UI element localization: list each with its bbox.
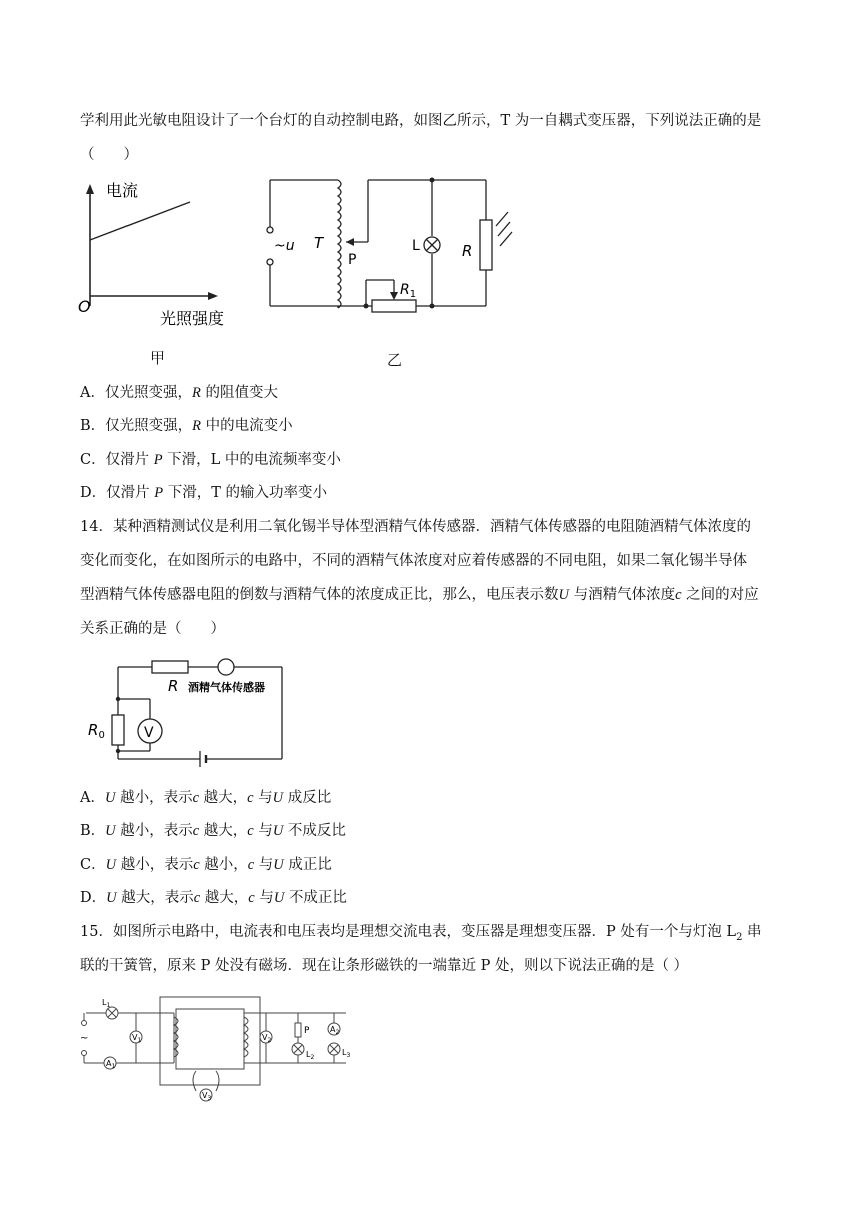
q13-option-c: C．仅滑片 P 下滑，L 中的电流频率变小 (80, 452, 341, 468)
q14-r0-label: $R_0$ (88, 721, 105, 741)
q13-stem-line1: 学利用此光敏电阻设计了一个台灯的自动控制电路，如图乙所示，T 为一自耦式变压器，下列说法正确的是 (80, 113, 762, 129)
q15-circuit-figure (76, 995, 366, 1105)
figure-yi-caption: 乙 (387, 351, 403, 369)
q14-stem-line4: 关系正确的是（ ） (80, 621, 225, 637)
q15-v1-label: $V_1$ (132, 1033, 142, 1044)
q13-option-d: D．仅滑片 P 下滑，T 的输入功率变小 (80, 485, 327, 501)
q13-option-b: B．仅光照变强，R 中的电流变小 (80, 418, 293, 434)
q15-v3-label: $V_3$ (202, 1091, 212, 1102)
q13-option-a: A．仅光照变强，R 的阻值变大 (80, 385, 278, 401)
q14-option-d: D．U 越大，表示c 越大，c 与U 不成正比 (80, 890, 347, 906)
q14-stem-line2: 变化而变化，在如图所示的电路中，不同的酒精气体浓度对应着传感器的不同电阻，如果二氧化锡半导体 (80, 553, 747, 569)
q15-l2-label: $L_2$ (306, 1050, 315, 1061)
q15-stem-line2: 联的干簧管，原来 P 处没有磁场．现在让条形磁铁的一端靠近 P 处，则以下说法正确的是（ ） (80, 958, 689, 974)
q14-option-b: B．U 越小，表示c 越大，c 与U 不成反比 (80, 823, 346, 839)
q14-option-c: C．U 越小，表示c 越小，c 与U 成正比 (80, 857, 332, 873)
slider-label: P (348, 252, 357, 268)
graph-x-label: 光照强度 (160, 309, 225, 328)
q14-sensor-label: 酒精气体传感器 (188, 681, 265, 694)
q15-l3-label: $L_3$ (342, 1048, 351, 1059)
q14-circuit-figure (88, 655, 288, 770)
rheostat-label: $R_1$ (400, 282, 417, 300)
q15-l1-label: $L_1$ (102, 998, 111, 1009)
figure-yi-circuit (262, 172, 502, 322)
photoresistor-label: R (462, 242, 473, 260)
figure-jia-graph (72, 172, 242, 332)
q14-stem-line1: 14．某种酒精测试仪是利用二氧化锡半导体型酒精气体传感器．酒精气体传感器的电阻随酒精气体浓度的 (80, 519, 751, 535)
transformer-label: T (314, 234, 324, 252)
lamp-label: L (412, 238, 420, 254)
q15-source-label: ~ (80, 1033, 89, 1044)
q14-option-a: A．U 越小，表示c 越大，c 与U 成反比 (80, 790, 332, 806)
q14-r-label: R (168, 677, 179, 695)
figure-jia-caption: 甲 (150, 349, 166, 367)
q14-voltmeter-label: V (144, 725, 154, 741)
q15-p-label: P (304, 1026, 310, 1036)
q15-a2-label: $A_2$ (330, 1025, 340, 1036)
q15-stem-line1: 15．如图所示电路中，电流表和电压表均是理想交流电表，变压器是理想变压器．P 处有一个与灯泡 $L_2$ 串 (80, 924, 762, 943)
source-label: ~u (274, 238, 295, 254)
graph-y-label: 电流 (106, 181, 139, 200)
q15-a1-label: $A_1$ (106, 1059, 116, 1070)
q15-v2-label: $V_2$ (262, 1033, 272, 1044)
graph-origin-label: O (78, 297, 91, 316)
q14-stem-line3: 型酒精气体传感器电阻的倒数与酒精气体的浓度成正比，那么，电压表示数U 与酒精气体浓度c 之间的对应 (80, 587, 759, 603)
q13-stem-line2: （ ） (80, 147, 138, 163)
